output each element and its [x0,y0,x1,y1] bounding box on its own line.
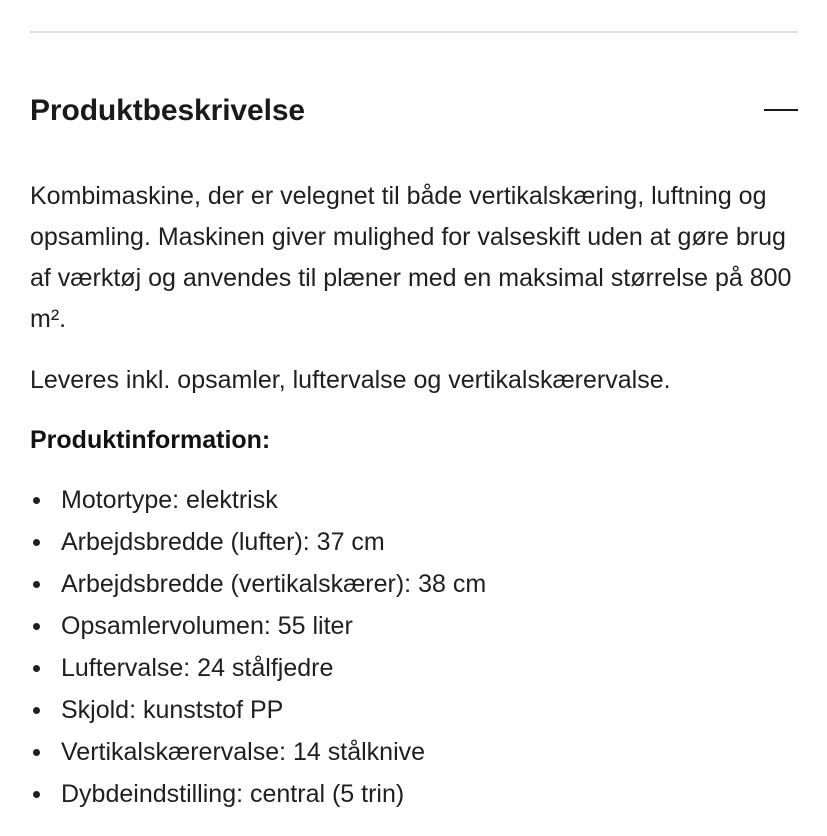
page-title: Produktbeskrivelse [30,93,305,127]
list-item-label: Dybdeindstilling: central (5 trin) [61,780,405,808]
product-information-list [30,479,805,815]
list-item-label: Motortype: elektrisk [61,486,278,514]
collapse-toggle-button[interactable] [758,95,798,125]
product-information-heading: Produktinformation: [30,426,271,454]
list-item [30,605,805,647]
list-item [30,479,805,521]
list-item [30,521,805,563]
list-item-label: Arbejdsbredde (vertikalskærer): 38 cm [61,570,487,598]
list-item [30,689,805,731]
minus-icon [764,109,798,111]
list-item-label: Opsamlervolumen: 55 liter [61,612,353,640]
list-item-label: Skjold: kunststof PP [61,696,284,724]
list-item [30,647,805,689]
list-item-label: Vertikalskærervalse: 14 stålknive [61,738,426,766]
bullet-icon [33,749,40,756]
bullet-icon [33,497,40,504]
description-paragraph-2: Leveres inkl. opsamler, luftervalse og vertikalskærervalse. [30,366,671,394]
bullet-icon [33,623,40,630]
bullet-icon [33,707,40,714]
list-item-label: Arbejdsbredde (lufter): 37 cm [61,528,385,556]
bullet-icon [33,539,40,546]
bullet-icon [33,791,40,798]
bullet-icon [33,581,40,588]
description-content [30,176,805,815]
section-top-divider [30,31,798,33]
list-item [30,773,805,815]
description-paragraph-1: Kombimaskine, der er velegnet til både vertikalskæring, luftning og opsamling. Maskinen giver mulighed for valseskift uden at gøre brug af værktøj og anvendes til plæner med en maksimal størrelse på 800 m². [30,182,792,333]
list-item [30,731,805,773]
list-item-label: Luftervalse: 24 stålfjedre [61,654,334,682]
bullet-icon [33,665,40,672]
list-item [30,563,805,605]
accordion-header-produktbeskrivelse[interactable] [30,86,798,134]
